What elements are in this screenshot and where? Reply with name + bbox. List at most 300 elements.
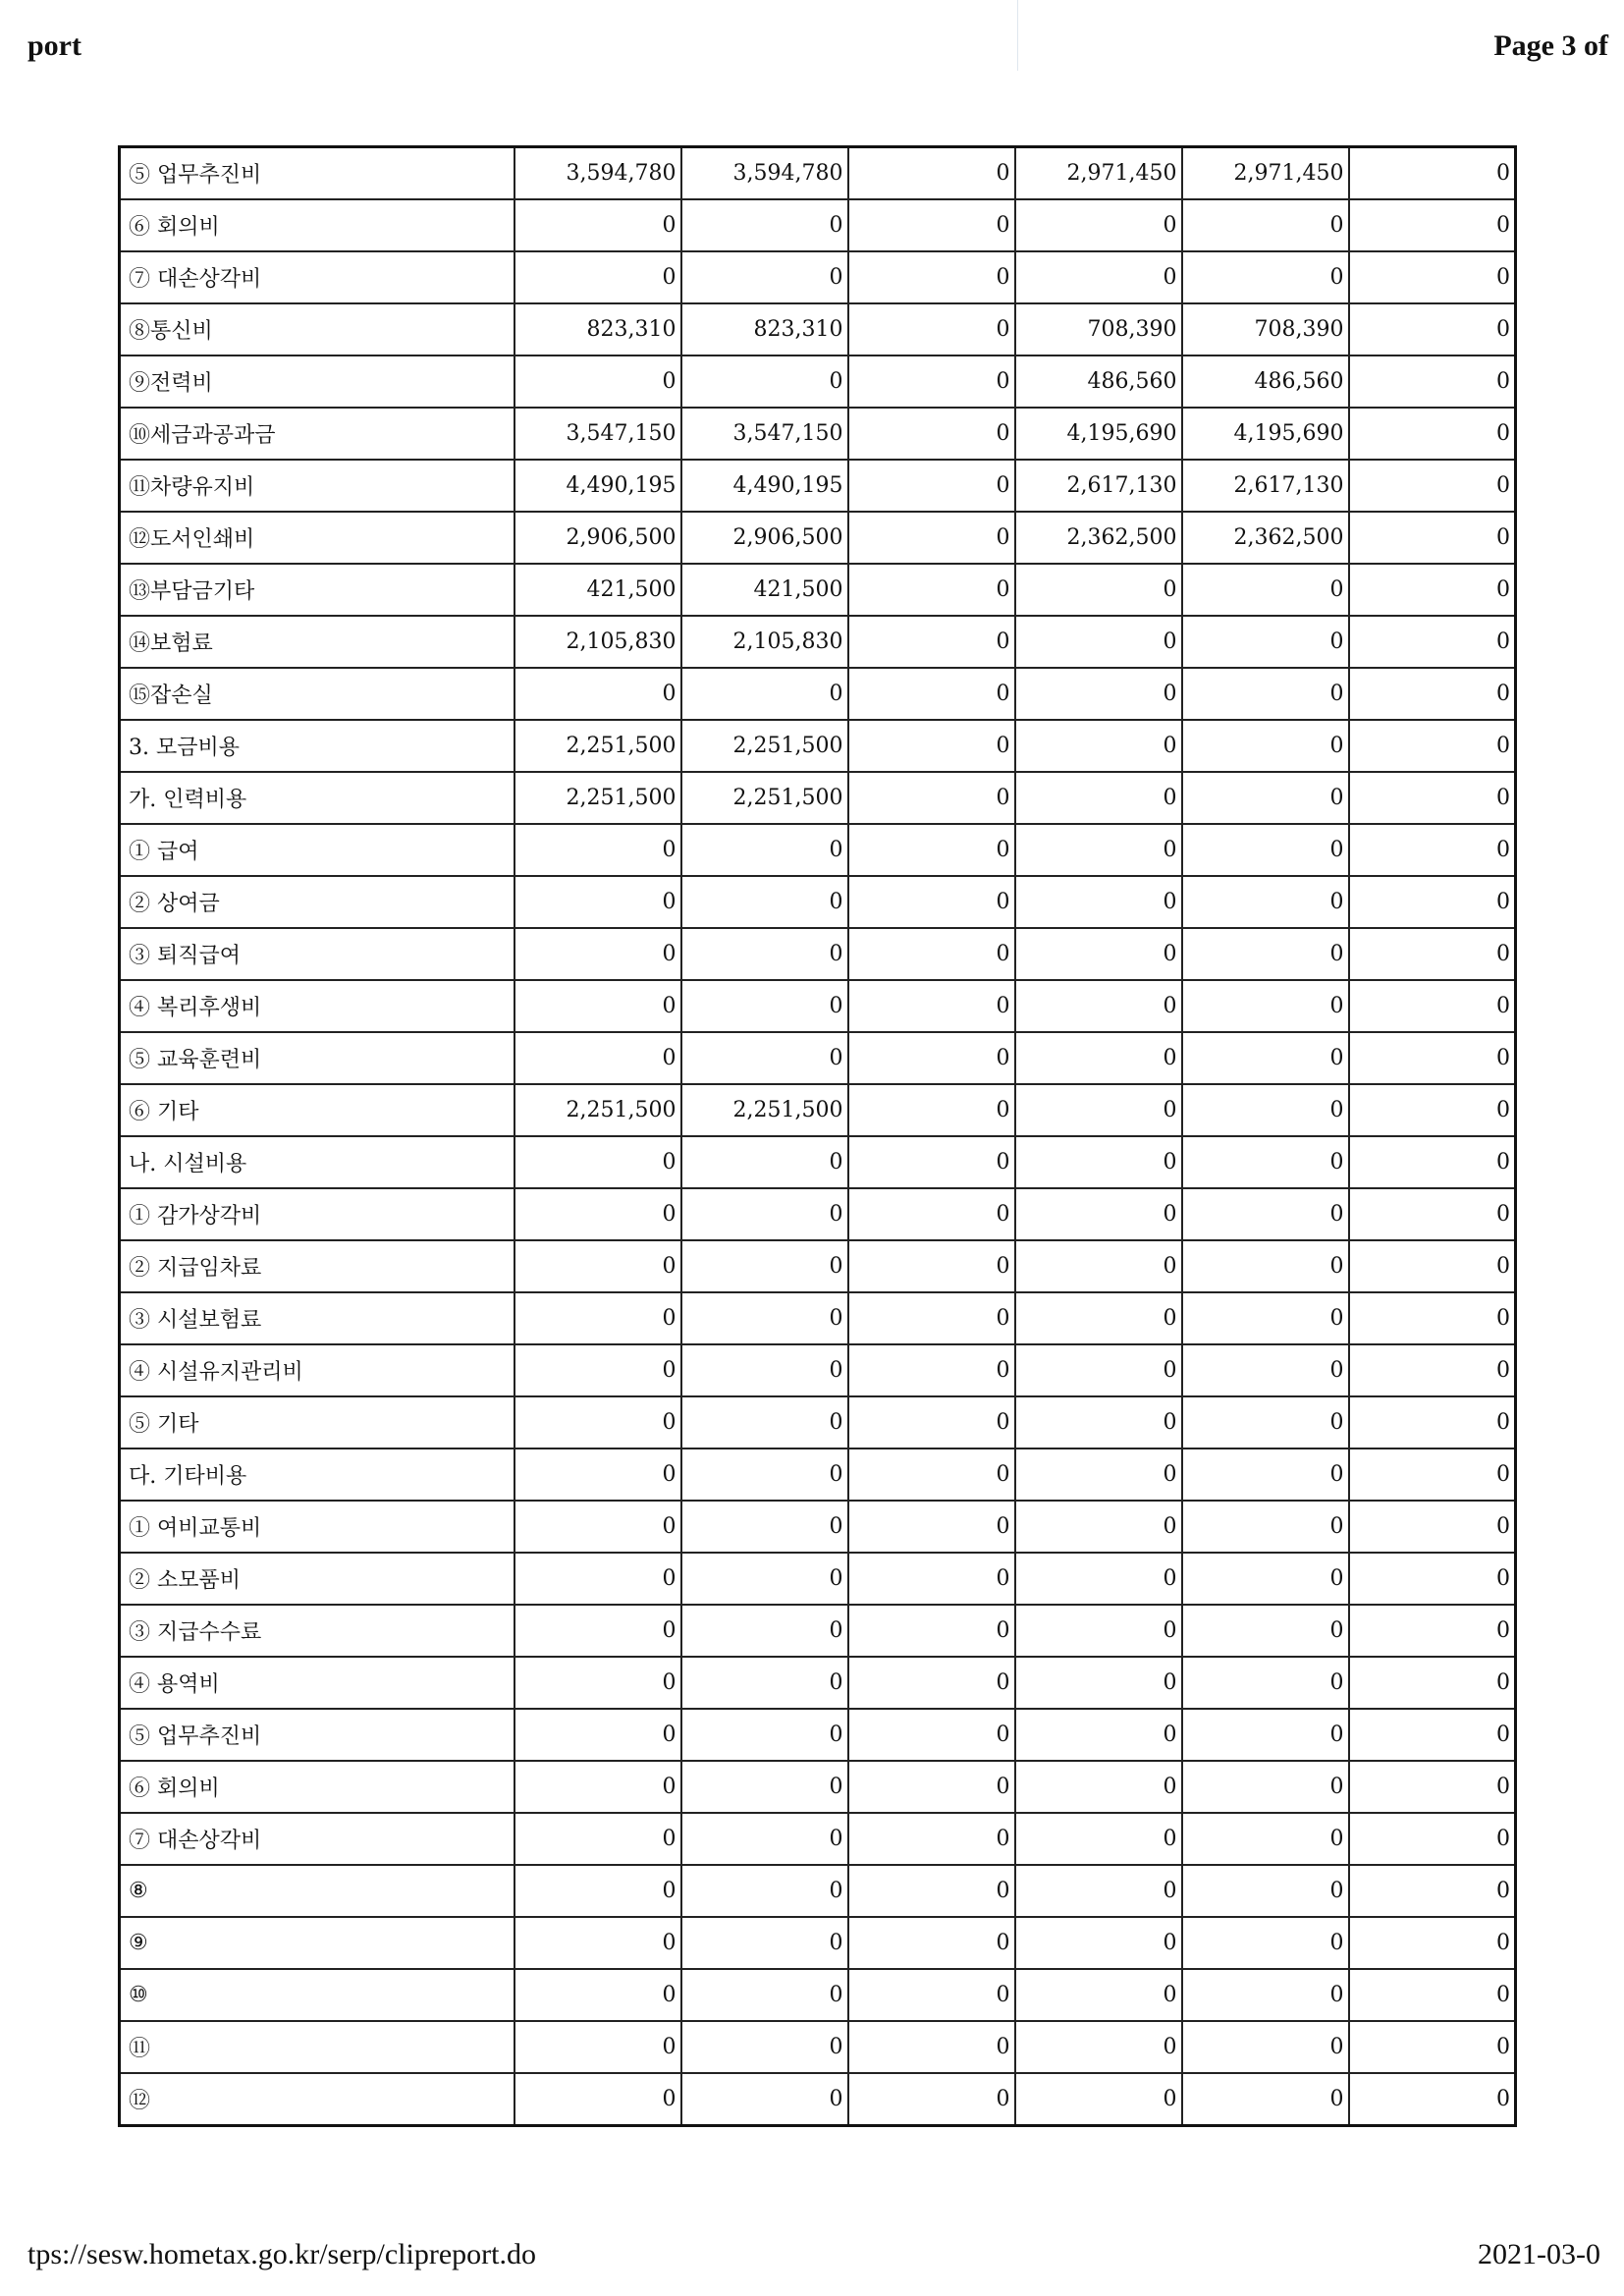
- table-row: [120, 1501, 1516, 1553]
- amount-cell: 0: [514, 1188, 681, 1240]
- row-label: ⑤ 업무추진비: [120, 1709, 514, 1761]
- amount-cell: 0: [1015, 1240, 1182, 1292]
- row-label: ⑧: [120, 1865, 514, 1917]
- scan-divider-line: [1017, 0, 1018, 71]
- amount-cell: 0: [1015, 1084, 1182, 1136]
- amount-cell: 0: [1182, 1813, 1349, 1865]
- amount-cell: 0: [1182, 1605, 1349, 1657]
- row-label: ② 지급임차료: [120, 1240, 514, 1292]
- amount-cell: 0: [1349, 1501, 1516, 1553]
- amount-cell: 0: [848, 1449, 1015, 1501]
- amount-cell: 0: [1015, 1292, 1182, 1344]
- amount-cell: 0: [514, 1344, 681, 1396]
- table-row: [120, 1761, 1516, 1813]
- amount-cell: 2,362,500: [1182, 512, 1349, 564]
- table-row: [120, 303, 1516, 355]
- amount-cell: 0: [681, 251, 848, 303]
- amount-cell: 0: [514, 876, 681, 928]
- amount-cell: 0: [1015, 1396, 1182, 1449]
- amount-cell: 0: [1015, 980, 1182, 1032]
- amount-cell: 0: [848, 772, 1015, 824]
- amount-cell: 0: [1015, 876, 1182, 928]
- amount-cell: 0: [848, 512, 1015, 564]
- row-label: 다. 기타비용: [120, 1449, 514, 1501]
- row-label: ⑦ 대손상각비: [120, 1813, 514, 1865]
- amount-cell: 0: [1182, 1449, 1349, 1501]
- amount-cell: 0: [514, 1813, 681, 1865]
- amount-cell: 0: [514, 668, 681, 720]
- amount-cell: 0: [681, 1136, 848, 1188]
- amount-cell: 0: [1349, 720, 1516, 772]
- amount-cell: 2,251,500: [514, 720, 681, 772]
- amount-cell: 0: [848, 928, 1015, 980]
- amount-cell: 0: [681, 928, 848, 980]
- row-label: ② 소모품비: [120, 1553, 514, 1605]
- amount-cell: 0: [1349, 772, 1516, 824]
- amount-cell: 823,310: [514, 303, 681, 355]
- expense-table: [118, 145, 1517, 2127]
- amount-cell: 0: [848, 147, 1015, 200]
- amount-cell: 4,195,690: [1182, 408, 1349, 460]
- amount-cell: 0: [514, 251, 681, 303]
- amount-cell: 2,906,500: [681, 512, 848, 564]
- amount-cell: 0: [681, 1188, 848, 1240]
- amount-cell: 0: [848, 1032, 1015, 1084]
- amount-cell: 3,547,150: [681, 408, 848, 460]
- amount-cell: 0: [848, 1813, 1015, 1865]
- amount-cell: 0: [1349, 303, 1516, 355]
- table-row: [120, 1449, 1516, 1501]
- table-row: [120, 147, 1516, 200]
- amount-cell: 0: [1015, 1032, 1182, 1084]
- amount-cell: 421,500: [514, 564, 681, 616]
- table-row: [120, 1813, 1516, 1865]
- amount-cell: 2,617,130: [1015, 460, 1182, 512]
- amount-cell: 486,560: [1015, 355, 1182, 408]
- amount-cell: 0: [1182, 2021, 1349, 2073]
- amount-cell: 0: [1182, 668, 1349, 720]
- amount-cell: 0: [514, 1501, 681, 1553]
- amount-cell: 0: [848, 303, 1015, 355]
- amount-cell: 0: [1349, 460, 1516, 512]
- amount-cell: 0: [1182, 1657, 1349, 1709]
- amount-cell: 0: [848, 2073, 1015, 2126]
- amount-cell: 0: [514, 928, 681, 980]
- amount-cell: 3,594,780: [681, 147, 848, 200]
- amount-cell: 0: [848, 1969, 1015, 2021]
- amount-cell: 0: [1349, 199, 1516, 251]
- row-label: ⑦ 대손상각비: [120, 251, 514, 303]
- amount-cell: 0: [848, 1657, 1015, 1709]
- amount-cell: 0: [848, 1917, 1015, 1969]
- amount-cell: 0: [1349, 1188, 1516, 1240]
- amount-cell: 0: [1182, 2073, 1349, 2126]
- amount-cell: 0: [1349, 824, 1516, 876]
- row-label: ③ 지급수수료: [120, 1605, 514, 1657]
- row-label: ④ 복리후생비: [120, 980, 514, 1032]
- amount-cell: 0: [514, 199, 681, 251]
- amount-cell: 0: [681, 980, 848, 1032]
- table-row: [120, 1188, 1516, 1240]
- amount-cell: 0: [514, 1605, 681, 1657]
- amount-cell: 0: [681, 1865, 848, 1917]
- row-label: ⑥ 회의비: [120, 1761, 514, 1813]
- table-row: [120, 616, 1516, 668]
- amount-cell: 0: [514, 2021, 681, 2073]
- row-label: ① 급여: [120, 824, 514, 876]
- amount-cell: 0: [848, 1136, 1015, 1188]
- amount-cell: 2,362,500: [1015, 512, 1182, 564]
- amount-cell: 0: [848, 2021, 1015, 2073]
- amount-cell: 0: [1015, 1136, 1182, 1188]
- amount-cell: 0: [848, 564, 1015, 616]
- amount-cell: 2,251,500: [681, 772, 848, 824]
- amount-cell: 0: [681, 1449, 848, 1501]
- amount-cell: 0: [1182, 1032, 1349, 1084]
- amount-cell: 0: [848, 1292, 1015, 1344]
- amount-cell: 0: [848, 1396, 1015, 1449]
- amount-cell: 0: [848, 876, 1015, 928]
- amount-cell: 0: [1015, 2073, 1182, 2126]
- amount-cell: 0: [1015, 616, 1182, 668]
- amount-cell: 4,490,195: [514, 460, 681, 512]
- table-row: [120, 2021, 1516, 2073]
- amount-cell: 0: [1349, 355, 1516, 408]
- amount-cell: 0: [848, 1605, 1015, 1657]
- table-row: [120, 1969, 1516, 2021]
- amount-cell: 0: [1349, 876, 1516, 928]
- table-row: [120, 772, 1516, 824]
- footer-date: 2021-03-0: [1478, 2238, 1600, 2270]
- amount-cell: 2,105,830: [514, 616, 681, 668]
- row-label: 나. 시설비용: [120, 1136, 514, 1188]
- footer-url: tps://sesw.hometax.go.kr/serp/clipreport.do: [27, 2238, 536, 2270]
- amount-cell: 0: [1182, 928, 1349, 980]
- amount-cell: 0: [1182, 1917, 1349, 1969]
- amount-cell: 0: [1349, 2073, 1516, 2126]
- row-label: 3. 모금비용: [120, 720, 514, 772]
- amount-cell: 0: [1349, 512, 1516, 564]
- row-label: ③ 퇴직급여: [120, 928, 514, 980]
- amount-cell: 0: [514, 1136, 681, 1188]
- amount-cell: 0: [1349, 668, 1516, 720]
- row-label: ④ 시설유지관리비: [120, 1344, 514, 1396]
- amount-cell: 0: [1349, 1657, 1516, 1709]
- amount-cell: 0: [1349, 1813, 1516, 1865]
- row-label: 가. 인력비용: [120, 772, 514, 824]
- amount-cell: 0: [681, 1709, 848, 1761]
- amount-cell: 0: [681, 668, 848, 720]
- amount-cell: 0: [514, 824, 681, 876]
- table-row: [120, 1344, 1516, 1396]
- amount-cell: 0: [1349, 1605, 1516, 1657]
- table-row: [120, 1032, 1516, 1084]
- amount-cell: 0: [848, 199, 1015, 251]
- amount-cell: 0: [1349, 147, 1516, 200]
- amount-cell: 0: [1015, 668, 1182, 720]
- table-row: [120, 1917, 1516, 1969]
- amount-cell: 708,390: [1182, 303, 1349, 355]
- amount-cell: 0: [681, 1553, 848, 1605]
- table-row: [120, 1553, 1516, 1605]
- row-label: ⑮잡손실: [120, 668, 514, 720]
- amount-cell: 0: [1349, 928, 1516, 980]
- table-row: [120, 408, 1516, 460]
- row-label: ⑩세금과공과금: [120, 408, 514, 460]
- amount-cell: 421,500: [681, 564, 848, 616]
- amount-cell: 0: [1182, 1344, 1349, 1396]
- amount-cell: 0: [514, 980, 681, 1032]
- amount-cell: 0: [848, 1501, 1015, 1553]
- amount-cell: 0: [1349, 1553, 1516, 1605]
- amount-cell: 0: [1015, 1917, 1182, 1969]
- amount-cell: 0: [681, 1657, 848, 1709]
- amount-cell: 0: [681, 1344, 848, 1396]
- amount-cell: 0: [1349, 1136, 1516, 1188]
- amount-cell: 2,971,450: [1182, 147, 1349, 200]
- table-row: [120, 1292, 1516, 1344]
- row-label: ⑨: [120, 1917, 514, 1969]
- row-label: ⑩: [120, 1969, 514, 2021]
- row-label: ⑤ 업무추진비: [120, 147, 514, 200]
- amount-cell: 0: [848, 355, 1015, 408]
- amount-cell: 0: [514, 1240, 681, 1292]
- amount-cell: 0: [1015, 1605, 1182, 1657]
- amount-cell: 2,251,500: [681, 720, 848, 772]
- amount-cell: 0: [1182, 1969, 1349, 2021]
- row-label: ⑤ 교육훈련비: [120, 1032, 514, 1084]
- amount-cell: 0: [848, 980, 1015, 1032]
- amount-cell: 2,617,130: [1182, 460, 1349, 512]
- amount-cell: 0: [1015, 928, 1182, 980]
- amount-cell: 0: [1182, 1501, 1349, 1553]
- amount-cell: 0: [1182, 1292, 1349, 1344]
- amount-cell: 0: [1349, 564, 1516, 616]
- table-row: [120, 1136, 1516, 1188]
- amount-cell: 0: [681, 1761, 848, 1813]
- row-label: ⑥ 회의비: [120, 199, 514, 251]
- amount-cell: 0: [1349, 1969, 1516, 2021]
- amount-cell: 0: [1349, 1084, 1516, 1136]
- amount-cell: 0: [848, 1553, 1015, 1605]
- amount-cell: 0: [1349, 408, 1516, 460]
- amount-cell: 2,251,500: [514, 772, 681, 824]
- amount-cell: 0: [514, 1709, 681, 1761]
- table-row: [120, 1709, 1516, 1761]
- amount-cell: 0: [1015, 1813, 1182, 1865]
- amount-cell: 0: [848, 251, 1015, 303]
- row-label: ⑥ 기타: [120, 1084, 514, 1136]
- amount-cell: 0: [514, 1657, 681, 1709]
- amount-cell: 4,490,195: [681, 460, 848, 512]
- amount-cell: 0: [1182, 1865, 1349, 1917]
- amount-cell: 0: [1182, 251, 1349, 303]
- amount-cell: 0: [514, 355, 681, 408]
- amount-cell: 0: [1349, 1709, 1516, 1761]
- amount-cell: 0: [1015, 1709, 1182, 1761]
- amount-cell: 0: [1015, 772, 1182, 824]
- amount-cell: 0: [1015, 1188, 1182, 1240]
- amount-cell: 0: [514, 2073, 681, 2126]
- amount-cell: 0: [1182, 1396, 1349, 1449]
- amount-cell: 2,906,500: [514, 512, 681, 564]
- amount-cell: 0: [1349, 616, 1516, 668]
- table-row: [120, 1396, 1516, 1449]
- row-label: ⑤ 기타: [120, 1396, 514, 1449]
- amount-cell: 0: [1349, 1761, 1516, 1813]
- table-row: [120, 824, 1516, 876]
- amount-cell: 0: [514, 1292, 681, 1344]
- amount-cell: 0: [681, 2073, 848, 2126]
- expense-table-body: [120, 147, 1516, 2126]
- amount-cell: 0: [681, 199, 848, 251]
- amount-cell: 0: [848, 1344, 1015, 1396]
- amount-cell: 0: [1015, 1449, 1182, 1501]
- amount-cell: 0: [1349, 1865, 1516, 1917]
- amount-cell: 0: [848, 1240, 1015, 1292]
- amount-cell: 0: [1349, 1344, 1516, 1396]
- amount-cell: 0: [1349, 1292, 1516, 1344]
- amount-cell: 0: [848, 720, 1015, 772]
- amount-cell: 2,251,500: [514, 1084, 681, 1136]
- row-label: ⑪차량유지비: [120, 460, 514, 512]
- amount-cell: 0: [681, 1605, 848, 1657]
- amount-cell: 0: [1182, 876, 1349, 928]
- header-left-text: port: [27, 29, 81, 62]
- amount-cell: 0: [514, 1969, 681, 2021]
- amount-cell: 0: [1182, 1136, 1349, 1188]
- amount-cell: 3,594,780: [514, 147, 681, 200]
- table-row: [120, 1240, 1516, 1292]
- amount-cell: 0: [848, 616, 1015, 668]
- table-row: [120, 251, 1516, 303]
- amount-cell: 0: [681, 1813, 848, 1865]
- amount-cell: 0: [1015, 2021, 1182, 2073]
- amount-cell: 0: [514, 1396, 681, 1449]
- amount-cell: 0: [848, 1709, 1015, 1761]
- row-label: ⑭보험료: [120, 616, 514, 668]
- amount-cell: 3,547,150: [514, 408, 681, 460]
- table-row: [120, 460, 1516, 512]
- amount-cell: 0: [848, 1865, 1015, 1917]
- amount-cell: 0: [1015, 824, 1182, 876]
- row-label: ② 상여금: [120, 876, 514, 928]
- table-row: [120, 199, 1516, 251]
- amount-cell: 4,195,690: [1015, 408, 1182, 460]
- amount-cell: 0: [514, 1032, 681, 1084]
- amount-cell: 0: [1182, 616, 1349, 668]
- row-label: ③ 시설보험료: [120, 1292, 514, 1344]
- row-label: ⑪: [120, 2021, 514, 2073]
- amount-cell: 0: [1015, 564, 1182, 616]
- amount-cell: 0: [681, 1292, 848, 1344]
- amount-cell: 0: [1015, 1761, 1182, 1813]
- amount-cell: 0: [514, 1761, 681, 1813]
- amount-cell: 0: [681, 1240, 848, 1292]
- amount-cell: 0: [1349, 1032, 1516, 1084]
- table-row: [120, 355, 1516, 408]
- amount-cell: 0: [1015, 251, 1182, 303]
- amount-cell: 0: [1015, 199, 1182, 251]
- amount-cell: 0: [681, 355, 848, 408]
- amount-cell: 0: [681, 1396, 848, 1449]
- amount-cell: 0: [514, 1449, 681, 1501]
- amount-cell: 0: [1182, 1553, 1349, 1605]
- amount-cell: 0: [681, 824, 848, 876]
- amount-cell: 0: [848, 408, 1015, 460]
- amount-cell: 0: [681, 1917, 848, 1969]
- amount-cell: 0: [1349, 251, 1516, 303]
- table-row: [120, 564, 1516, 616]
- row-label: ⑧통신비: [120, 303, 514, 355]
- amount-cell: 0: [848, 1084, 1015, 1136]
- amount-cell: 0: [514, 1553, 681, 1605]
- amount-cell: 0: [1182, 1084, 1349, 1136]
- amount-cell: 2,971,450: [1015, 147, 1182, 200]
- amount-cell: 0: [681, 2021, 848, 2073]
- amount-cell: 0: [1182, 824, 1349, 876]
- table-row: [120, 876, 1516, 928]
- amount-cell: 0: [1182, 980, 1349, 1032]
- amount-cell: 0: [1182, 1761, 1349, 1813]
- table-row: [120, 928, 1516, 980]
- amount-cell: 0: [514, 1865, 681, 1917]
- table-row: [120, 1605, 1516, 1657]
- amount-cell: 0: [1182, 564, 1349, 616]
- row-label: ⑫: [120, 2073, 514, 2126]
- table-row: [120, 720, 1516, 772]
- amount-cell: 486,560: [1182, 355, 1349, 408]
- table-row: [120, 980, 1516, 1032]
- table-row: [120, 1865, 1516, 1917]
- amount-cell: 0: [1349, 1396, 1516, 1449]
- amount-cell: 0: [848, 1761, 1015, 1813]
- amount-cell: 0: [1182, 199, 1349, 251]
- row-label: ⑫도서인쇄비: [120, 512, 514, 564]
- amount-cell: 0: [1349, 1449, 1516, 1501]
- amount-cell: 0: [1015, 1865, 1182, 1917]
- amount-cell: 0: [1349, 2021, 1516, 2073]
- amount-cell: 708,390: [1015, 303, 1182, 355]
- amount-cell: 0: [1015, 720, 1182, 772]
- table-row: [120, 668, 1516, 720]
- amount-cell: 0: [1015, 1969, 1182, 2021]
- amount-cell: 0: [848, 668, 1015, 720]
- amount-cell: 0: [681, 1501, 848, 1553]
- amount-cell: 0: [1182, 1240, 1349, 1292]
- table-row: [120, 512, 1516, 564]
- amount-cell: 2,105,830: [681, 616, 848, 668]
- amount-cell: 0: [1349, 1240, 1516, 1292]
- amount-cell: 0: [1015, 1344, 1182, 1396]
- row-label: ① 여비교통비: [120, 1501, 514, 1553]
- amount-cell: 2,251,500: [681, 1084, 848, 1136]
- row-label: ⑬부담금기타: [120, 564, 514, 616]
- amount-cell: 0: [1182, 772, 1349, 824]
- amount-cell: 0: [848, 1188, 1015, 1240]
- page-number: Page 3 of: [1493, 29, 1608, 62]
- amount-cell: 0: [514, 1917, 681, 1969]
- amount-cell: 0: [1182, 1709, 1349, 1761]
- amount-cell: 0: [681, 1032, 848, 1084]
- amount-cell: 0: [681, 876, 848, 928]
- amount-cell: 823,310: [681, 303, 848, 355]
- amount-cell: 0: [681, 1969, 848, 2021]
- amount-cell: 0: [848, 824, 1015, 876]
- table-row: [120, 1657, 1516, 1709]
- row-label: ④ 용역비: [120, 1657, 514, 1709]
- amount-cell: 0: [1349, 980, 1516, 1032]
